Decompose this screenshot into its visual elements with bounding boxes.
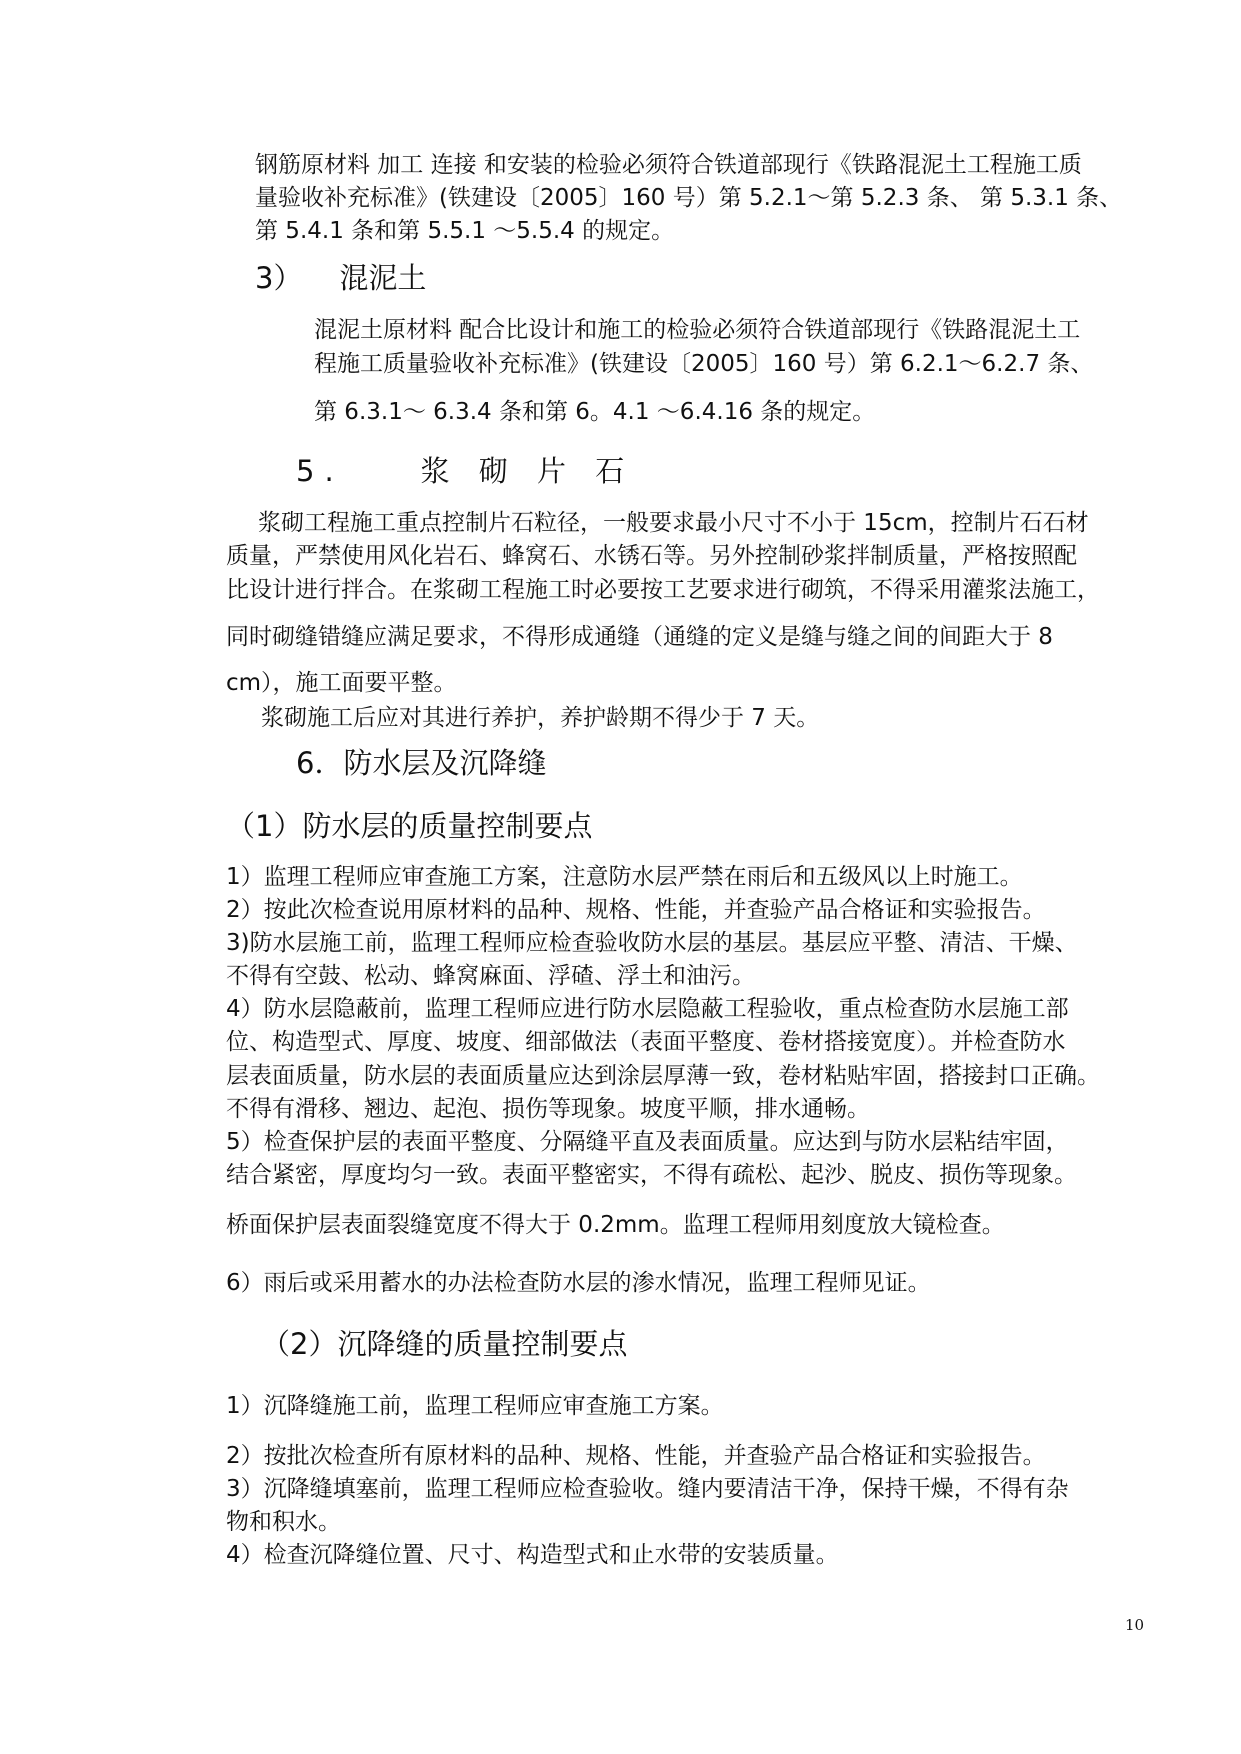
text-line-17: 4）防水层隐蔽前，监理工程师应进行防水层隐蔽工程验收，重点检查防水层施工部 bbox=[226, 996, 1069, 1022]
text-line-11: cm），施工面要平整。 bbox=[226, 670, 457, 696]
text-line-23: 桥面保护层表面裂缝宽度不得大于 0.2mm。监理工程师用刻度放大镜检查。 bbox=[226, 1212, 1005, 1238]
text-line-14: 2）按此次检查说用原材料的品种、规格、性能，并查验产品合格证和实验报告。 bbox=[226, 897, 1046, 923]
text-line-3: 第 5.4.1 条和第 5.5.1 ～5.5.4 的规定。 bbox=[255, 218, 675, 244]
text-line-8: 质量，严禁使用风化岩石、蜂窝石、水锈石等。另外控制砂浆拌制质量，严格按照配 bbox=[226, 543, 1077, 569]
text-line-24: 6）雨后或采用蓄水的办法检查防水层的渗水情况，监理工程师见证。 bbox=[226, 1270, 931, 1296]
heading-settlement-joint: （2）沉降缝的质量控制要点 bbox=[261, 1327, 628, 1361]
text-line-27: 3）沉降缝填塞前，监理工程师应检查验收。缝内要清洁干净，保持干燥，不得有杂 bbox=[226, 1476, 1069, 1502]
text-line-12: 浆砌施工后应对其进行养护，养护龄期不得少于 7 天。 bbox=[261, 705, 820, 731]
text-line-6: 第 6.3.1～ 6.3.4 条和第 6。4.1 ～6.4.16 条的规定。 bbox=[314, 399, 876, 425]
text-line-7: 浆砌工程施工重点控制片石粒径，一般要求最小尺寸不小于 15cm，控制片石石材 bbox=[258, 510, 1089, 536]
text-line-2: 量验收补充标准》(铁建设〔2005〕160 号）第 5.2.1～第 5.2.3 条、 第 5.3.1 条、 bbox=[255, 185, 1123, 211]
heading-waterproof: （1）防水层的质量控制要点 bbox=[226, 809, 593, 843]
text-line-25: 1）沉降缝施工前，监理工程师应审查施工方案。 bbox=[226, 1393, 724, 1419]
text-line-16: 不得有空鼓、松动、蜂窝麻面、浮碴、浮土和油污。 bbox=[226, 963, 755, 989]
text-line-10: 同时砌缝错缝应满足要求，不得形成通缝（通缝的定义是缝与缝之间的间距大于 8 bbox=[226, 624, 1053, 650]
heading-section-6: 6．防水层及沉降缝 bbox=[296, 746, 547, 780]
text-line-1: 钢筋原材料 加工 连接 和安装的检验必须符合铁道部现行《铁路混泥土工程施工质 bbox=[255, 152, 1082, 178]
text-line-28: 物和积水。 bbox=[226, 1509, 341, 1535]
text-line-20: 不得有滑移、翘边、起泡、损伤等现象。坡度平顺，排水通畅。 bbox=[226, 1096, 870, 1122]
text-line-26: 2）按批次检查所有原材料的品种、规格、性能，并查验产品合格证和实验报告。 bbox=[226, 1443, 1046, 1469]
text-line-5: 程施工质量验收补充标准》(铁建设〔2005〕160 号）第 6.2.1～6.2.7 条、 bbox=[314, 351, 1094, 377]
page-number: 10 bbox=[1125, 1616, 1145, 1634]
text-line-9: 比设计进行拌合。在浆砌工程施工时必要按工艺要求进行砌筑，不得采用灌浆法施工， bbox=[226, 577, 1100, 603]
text-line-21: 5）检查保护层的表面平整度、分隔缝平直及表面质量。应达到与防水层粘结牢固， bbox=[226, 1129, 1069, 1155]
heading-section-5: 5. 浆 砌 片 石 bbox=[296, 454, 635, 488]
text-line-18: 位、构造型式、厚度、坡度、细部做法（表面平整度、卷材搭接宽度）。并检查防水 bbox=[226, 1029, 1066, 1055]
text-line-29: 4）检查沉降缝位置、尺寸、构造型式和止水带的安装质量。 bbox=[226, 1542, 839, 1568]
text-line-19: 层表面质量，防水层的表面质量应达到涂层厚薄一致，卷材粘贴牢固，搭接封口正确。 bbox=[226, 1063, 1100, 1089]
heading-concrete: 3） 混泥土 bbox=[255, 261, 427, 295]
text-line-22: 结合紧密，厚度均匀一致。表面平整密实，不得有疏松、起沙、脱皮、损伤等现象。 bbox=[226, 1162, 1077, 1188]
text-line-15: 3)防水层施工前，监理工程师应检查验收防水层的基层。基层应平整、清洁、干燥、 bbox=[226, 930, 1078, 956]
text-line-4: 混泥土原材料 配合比设计和施工的检验必须符合铁道部现行《铁路混泥土工 bbox=[314, 317, 1081, 343]
text-line-13: 1）监理工程师应审查施工方案，注意防水层严禁在雨后和五级风以上时施工。 bbox=[226, 864, 1023, 890]
